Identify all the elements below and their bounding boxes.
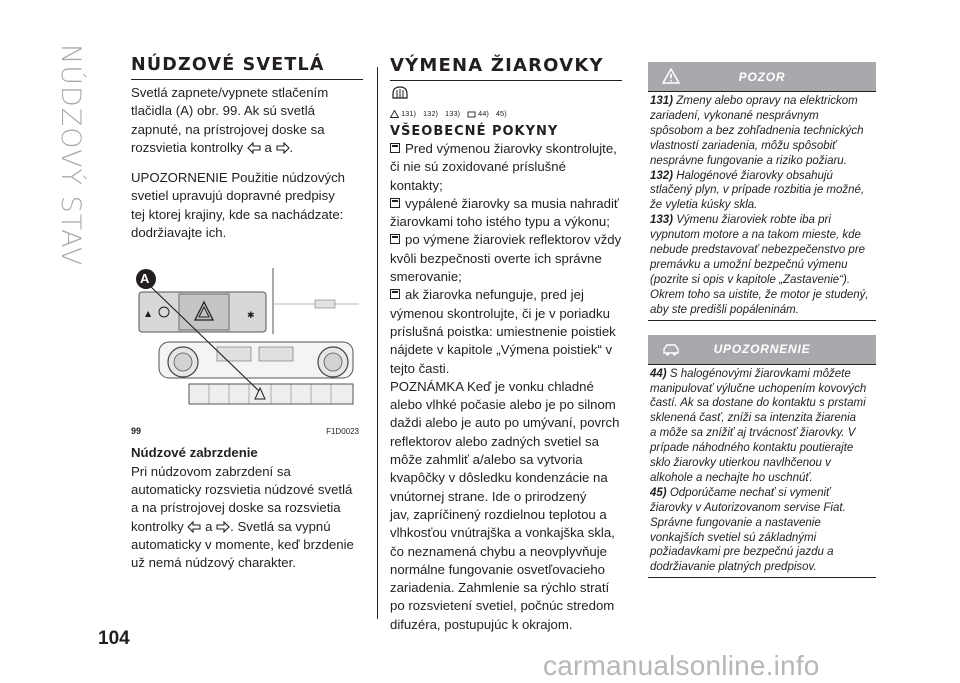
note-line: Správne fungovanie a nastavenie — [650, 516, 821, 529]
reference-44: 44) — [478, 109, 489, 118]
text-line — [390, 305, 622, 323]
note-line: nesprávne fungovanie a riziko požiaru. — [650, 154, 847, 167]
subsection-general-instructions: VŠEOBECNÉ POKYNY — [390, 124, 559, 139]
warning-triangle-icon — [390, 110, 399, 118]
text-line — [390, 543, 622, 561]
text-line — [390, 250, 622, 268]
note-line: alkohole a nechajte ho uschnúť. — [650, 471, 813, 484]
text-line — [390, 597, 622, 615]
reference-133: 133) — [445, 109, 461, 118]
text-line — [390, 213, 622, 231]
text-line — [390, 451, 622, 469]
reference-icons-row — [390, 109, 622, 118]
text-line-content: Pred výmenou žiarovky skontrolujte, — [405, 141, 617, 156]
turn-signal-right-icon — [276, 142, 290, 154]
note-line: dodržiavanie platných predpisov. — [650, 561, 817, 574]
svg-text:✱: ✱ — [247, 311, 255, 322]
text-line-content: nájdete v kapitole „Výmena poistiek“ v — [390, 342, 613, 358]
warning-triangle-icon — [662, 68, 680, 84]
note-line: že vyletia kúsky skla. — [650, 199, 758, 212]
note-line: spôsobom a bez zohľadnenia technických — [650, 124, 864, 137]
note-reference: 44) — [650, 367, 667, 380]
reference-45: 45) — [495, 109, 507, 118]
note-line: nebude predstavovať nebezpečenstvo pre — [650, 244, 866, 257]
text-line-content: čo neznamená chybu a neovplyvňuje — [390, 543, 608, 559]
text-line — [390, 506, 622, 524]
text-line — [390, 158, 622, 195]
note-line: sklo žiarovky utierkou navlhčenou v — [650, 457, 831, 470]
note-line: zariadení, vykonané nesprávnym — [650, 109, 819, 122]
footer-watermark: carmanualsonline.info — [543, 650, 820, 681]
column-1 — [131, 55, 363, 572]
text-line-content: ak žiarovka nefunguje, pred jej — [405, 287, 584, 303]
note-item — [650, 213, 876, 317]
note-reference: 45) — [650, 486, 667, 499]
warning-box-notes — [648, 91, 876, 321]
note-item — [650, 169, 876, 214]
figure-number: 99 — [131, 426, 142, 437]
list-bullet-icon — [390, 143, 400, 153]
note-line: premávku a umožní bezpečnú výmenu — [650, 258, 848, 271]
text-line — [390, 396, 622, 414]
subsection-emergency-braking-title: Núdzové zabrzdenie — [131, 445, 258, 461]
section-title-bulb-replacement: VÝMENA ŽIAROVKY — [390, 55, 622, 81]
list-bullet-icon — [390, 234, 400, 244]
page-number: 104 — [98, 628, 130, 649]
warning-box-title: POZOR — [738, 69, 786, 84]
column-2 — [390, 55, 622, 634]
text-line — [390, 268, 622, 286]
text-line-content: môže zahmliť a/alebo sa vytvoria — [390, 452, 583, 468]
text-line-content: vypálené žiarovky sa musia nahradiť — [405, 195, 619, 211]
warning-box-header — [648, 62, 876, 91]
text-line — [390, 469, 622, 487]
text-line — [390, 140, 622, 158]
reference-132: 132) — [423, 109, 439, 118]
note-line: (pozrite si opis v kapitole „Zastavenie“). — [650, 273, 851, 286]
text-line-content: daždi alebo je auto po umývaní, povrch — [390, 415, 620, 431]
figure-code: F1D0023 — [326, 427, 359, 437]
text-line — [390, 323, 622, 341]
text-line-content: po výmene žiaroviek reflektorov vždy — [405, 232, 622, 248]
text-line — [390, 286, 622, 304]
note-line: vonkajších svetiel sú základnými — [650, 531, 817, 544]
text-line-content: vnútornej strane. Ide o prirodzený — [390, 488, 587, 504]
column-3 — [648, 62, 876, 578]
svg-text:▲: ▲ — [145, 309, 152, 319]
text-line-content: kvapôčky v dôsledku kondenzácie na — [390, 470, 608, 486]
text-line-content: POZNÁMKA Keď je vonku chladné — [390, 378, 594, 394]
text-line-content: kvôli bezpečnosti overte ich správne — [390, 250, 602, 266]
text-line — [390, 341, 622, 359]
list-bullet-icon — [390, 289, 400, 299]
text-line-content: vlhkosťou vnútrajška a vonkajška skla, — [390, 525, 615, 541]
note-line: Zmeny alebo opravy na elektrickom — [676, 95, 858, 107]
note-line: S halogénovými žiarovkami môžete — [669, 367, 851, 380]
turn-signal-left-icon — [247, 142, 261, 154]
note-item — [650, 486, 876, 575]
reference-131: 131) — [401, 109, 417, 118]
note-line: vypnutom motore a na takom mieste, kde — [650, 229, 861, 242]
text-line-content: alebo vlhké počasie alebo je po silnom — [390, 397, 616, 413]
note-line: Halogénové žiarovky obsahujú — [676, 169, 833, 182]
text-line — [390, 579, 622, 597]
note-line: vlastností zariadenia, môžu spôsobiť — [650, 139, 837, 152]
turn-signal-left-icon — [187, 521, 201, 533]
text-line-content: príslušná poistka: umiestnenie poistiek — [390, 323, 616, 339]
text-line-content: smerovanie; — [390, 269, 462, 285]
note-line: stlačený plyn, v prípade rozbitia je možné, — [650, 184, 865, 197]
text-line — [390, 195, 622, 213]
text-line-content: difuzéra, postupujúc k okrajom. — [390, 616, 573, 632]
text-line — [390, 231, 622, 249]
caution-box-header — [648, 335, 876, 364]
dashboard-controls-illustration — [131, 264, 359, 422]
note-line: Okrem toho sa uistite, že motor je studený, — [650, 288, 869, 301]
note-line: aby ste predišli popáleninám. — [650, 303, 799, 316]
caution-box-notes — [648, 364, 876, 579]
hazard-paragraph-2: UPOZORNENIE Použitie núdzových svetiel upravujú dopravné predpisy tej ktorej krajiny, kde sa nachádzate: dodržiavajte ich. — [131, 170, 346, 241]
note-reference: 133) — [650, 214, 674, 227]
text-line-content: jav, zapríčinený rozdielnou teplotou a — [390, 506, 607, 522]
car-caution-icon — [662, 341, 680, 357]
note-item — [650, 94, 876, 169]
note-line: požiadavkami pre bezpečnú jazdu a — [650, 546, 834, 559]
figure-callout-label: A — [140, 271, 150, 287]
note-line: sklenená časť, zníži sa intenzita žiarenia — [650, 412, 857, 425]
note-line: Odporúčame nechať si vymeniť — [669, 486, 831, 499]
note-line: a môže sa znížiť aj trvácnosť žiarovky. V — [650, 427, 856, 440]
text-line — [390, 488, 622, 506]
text-line — [390, 433, 622, 451]
figure-99 — [131, 264, 359, 437]
note-item — [650, 367, 876, 486]
general-instructions-text — [390, 140, 622, 634]
bulb-icon — [390, 85, 410, 101]
text-line — [390, 524, 622, 542]
text-line — [390, 414, 622, 432]
note-line: manipulovať výlučne uchopením kovových — [650, 382, 867, 395]
turn-signal-right-icon — [216, 521, 230, 533]
note-reference: 131) — [650, 95, 674, 107]
text-line — [390, 378, 622, 396]
note-line: prípade náhodného kontaktu poutierajte — [650, 442, 854, 455]
text-line-content: po rozsvietení svetiel, počnúc stredom — [390, 598, 615, 614]
note-line: žiarovky v Autorizovanom servise Fiat. — [650, 501, 846, 514]
text-line-content: zariadenia. Zahmlenie sa rýchlo stratí — [390, 580, 610, 596]
side-chapter-title: NÚDZOVÝ STAV — [55, 44, 86, 267]
caution-box-title: UPOZORNENIE — [713, 342, 811, 357]
column-divider — [377, 67, 378, 619]
note-line: Výmenu žiaroviek robte iba pri — [676, 214, 831, 227]
text-line — [390, 561, 622, 579]
text-line-content: či nie sú zoxidované príslušné kontakty; — [390, 159, 566, 193]
caution-hand-icon — [467, 110, 476, 118]
text-line-content: žiarovkami toho istého typu a výkonu; — [390, 214, 610, 230]
list-bullet-icon — [390, 198, 400, 208]
text-line-content: výmenou skontrolujte, či je v poriadku — [390, 305, 610, 321]
text-line-content: tejto časti. — [390, 360, 450, 376]
section-title-hazard-lights: NÚDZOVÉ SVETLÁ — [131, 55, 363, 80]
text-line-content: normálne fungovanie osvetľovacieho — [390, 561, 605, 577]
emergency-braking-paragraph: Pri núdzovom zabrzdení sa automaticky rozsvietia núdzové svetlá a na prístrojovej doske sa rozsvietia kontrolky a . Svetlá sa vypnú automaticky v momente, keď brzdenie už nemá núdzový charakter. — [131, 463, 354, 571]
text-line-content: reflektorov alebo zadných svetiel sa — [390, 433, 599, 449]
text-line — [390, 616, 622, 634]
hazard-paragraph-1: Svetlá zapnete/vypnete stlačením tlačidla (A) obr. 99. Ak sú svetlá zapnuté, na prístrojovej doske sa rozsvietia kontrolky a . — [131, 85, 329, 155]
note-line: častí. Ak sa dostane do kontaktu s prstami — [650, 397, 866, 410]
note-reference: 132) — [650, 169, 674, 182]
text-line — [390, 360, 622, 378]
